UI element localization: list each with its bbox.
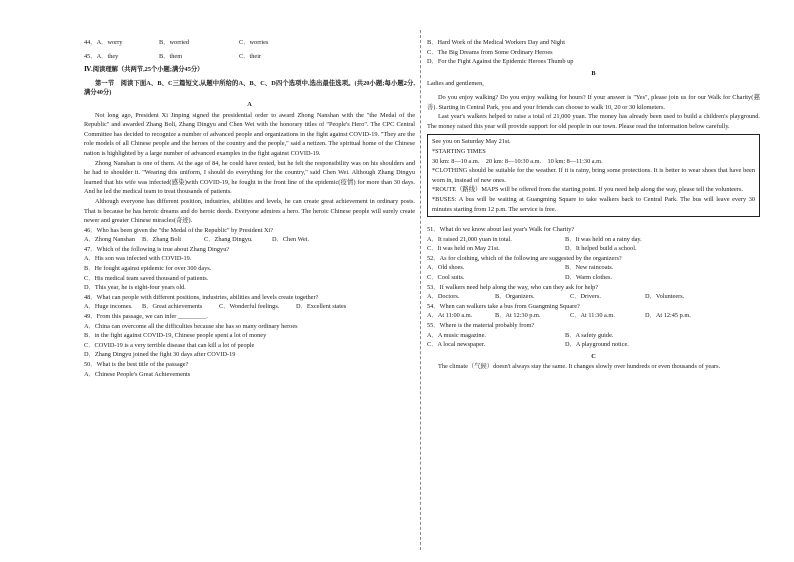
option-a[interactable]: 44．A．worry: [84, 39, 123, 46]
starting-times-title: *STARTING TIMES: [432, 147, 486, 155]
passage-b-paragraph: Last year's walkers helped to raise a total of 21,000 yuan. The money has already been used to build a children's playground. The money raised this year will provide support for old people in our town. Please read the information below carefully.: [427, 113, 760, 130]
left-column: [84, 38, 415, 379]
option-b[interactable]: B．in the fight against COVID-19, Chinese people spent a lot of money: [84, 332, 267, 340]
question-45: [84, 52, 415, 62]
question-48-options: [84, 302, 415, 312]
option-b[interactable]: B．At 12:30 p.m.: [495, 312, 541, 320]
option-b[interactable]: B．Great achievements: [142, 303, 203, 311]
passage-a-paragraph: Although everyone has different position, industries, abilities and levels, he can create great achievement in ordinary posts. That is because he has heroic dreams and do heroic deeds. Everyone admires a hero. The heroic Chinese people will surely create newer and greater Chinese miracles(奇迹).: [84, 197, 415, 225]
option-a[interactable]: A．A music magazine.: [427, 331, 486, 339]
option-d[interactable]: D．This year, he is eight-four years old.: [84, 284, 186, 292]
option-a[interactable]: A．Huge incomes.: [84, 303, 133, 311]
option-c[interactable]: C．Cool suits.: [427, 274, 465, 282]
option-c[interactable]: C．worries: [239, 39, 269, 46]
passage-c-letter: C: [591, 352, 596, 360]
option-a[interactable]: A．Old shoes.: [427, 264, 465, 272]
option-d[interactable]: D．Zhang Dingyu joined the fight 30 days after COVID-19: [84, 351, 236, 359]
option-b[interactable]: B．He fought against epidemic for over 300 days.: [84, 265, 212, 273]
right-column: [427, 38, 760, 372]
option-b[interactable]: B．worried: [159, 39, 190, 46]
question-44: [84, 38, 415, 48]
question-46-options: [84, 235, 415, 245]
option-d[interactable]: D．Chen Wei.: [272, 236, 310, 244]
question-55-stem: 55．Where is the material probably from?: [427, 322, 535, 330]
clothing-info: *CLOTHING should be suitable for the weather. If it is rainy, bring some protections. It is better to wear shoes that have been worn in, instead of new ones.: [432, 167, 755, 184]
option-d[interactable]: D．A playground notice.: [565, 341, 629, 349]
bus-info: *BUSES: A bus will be waiting at Guangming Square to take walkers back to Central Park. The bus will leave every 30 minutes starting from 12 p.m. The service is free.: [432, 195, 755, 213]
option-c[interactable]: C．their: [239, 52, 262, 60]
option-d[interactable]: D．It helped build a school.: [565, 245, 637, 253]
event-info-box: [427, 134, 760, 217]
option-d[interactable]: D．Excellent states: [296, 303, 347, 311]
event-date: See you on Saturday May 21st.: [432, 138, 511, 146]
column-divider: [420, 30, 421, 550]
option-d[interactable]: D．Warm clothes.: [565, 274, 613, 282]
option-a[interactable]: A．It raised 21,000 yuan in total.: [427, 235, 512, 243]
question-54-options: [427, 311, 760, 321]
passage-b-greeting: Ladies and gentlemen,: [427, 80, 484, 88]
question-53-stem: 53．If walkers need help along the way, who can they ask for help?: [427, 283, 599, 291]
question-51-stem: 51．What do we know about last year's Walk for Charity?: [427, 226, 575, 234]
option-b[interactable]: B．Hard Work of the Medical Workers Day and Night: [427, 39, 565, 46]
option-b[interactable]: B．them: [159, 52, 183, 60]
passage-a-paragraph: Zhong Nanshan is one of them. At the age of 84, he could have rested, but he felt the responsibility was on his shoulders and he had to shoulder it. "Wearing this uniform, I should do everything for the country," said Chen Wei. Although Zhang Dingyu learned that his wife was infected(感染)with COVID-19, he fought in the front line of the epidemic(疫情) for more than 30 days. And he led the medical team to treat thousands of patients.: [84, 159, 415, 196]
question-54-stem: 54．When can walkers take a bus from Guangming Square?: [427, 302, 580, 310]
question-55-options-ab: [427, 331, 760, 341]
option-c[interactable]: C．Drivers.: [570, 293, 601, 301]
question-52-options-ab: [427, 263, 760, 273]
question-51-options-cd: [427, 244, 760, 254]
starting-times: 30 km: 8—10 a.m. 20 km: 8—10:30 a.m. 10 km: 8—11:30 a.m.: [432, 157, 603, 165]
passage-b-paragraph: Do you enjoy walking? Do you enjoy walking for hours? If your answer is "Yes", please join us for our Walk for Charity(慈善). Starting in Central Park, you and your friends can choose to walk 10, 20 or 30 kilometers.: [427, 93, 760, 111]
question-48-stem: 48．What can people with different positions, industries, abilities and levels create together?: [84, 293, 319, 301]
passage-a-paragraph: Not long ago, President Xi Jinping signed the presidential order to award Zhong Nanshan with the "the Medal of the Republic" and awarded Zhang Boli, Zhang Dingyu and Chen Wei with the honorary titles of "People's Hero". The CPC Central Committee has decided to recognize a number of advanced people and organizations in the fight against COVID-19. "They are the role models of all Chinese people and the heroes of the country and the people," said a netizen. The spiritual home of the Chinese nation is highlighted by a large number of advanced examples in the fight against COVID-19.: [84, 111, 415, 157]
option-b[interactable]: B．It was held on a rainy day.: [565, 235, 642, 243]
option-a[interactable]: 45．A．they: [84, 52, 119, 60]
option-b[interactable]: B．New raincoats.: [565, 264, 614, 272]
part-instructions: 第一节 阅读下面A、B、C三篇短文,从题中所给的A、B、C、D四个选项中,选出最佳选项。(共20小题;每小题2分,满分40分): [84, 79, 415, 97]
question-53-options: [427, 292, 760, 302]
option-b[interactable]: B．A safety guide.: [565, 331, 614, 339]
question-55-options-cd: [427, 340, 760, 350]
question-50-stem: 50．What is the best title of the passage?: [84, 361, 189, 368]
question-51-options-ab: [427, 235, 760, 245]
option-c[interactable]: C．COVID-19 is a very terrible disease that can kill a lot of people: [84, 341, 255, 349]
option-c[interactable]: C．Zhang Dingyu.: [204, 236, 253, 244]
option-a[interactable]: A．Doctors.: [427, 293, 460, 301]
question-52-options-cd: [427, 273, 760, 283]
option-d[interactable]: D．Volunteers.: [645, 293, 685, 301]
option-a[interactable]: A．His son was infected with COVID-19.: [84, 255, 192, 263]
option-d[interactable]: D．At 12:45 p.m.: [645, 312, 691, 320]
option-c[interactable]: C．A local newspaper.: [427, 341, 486, 349]
option-a[interactable]: A．At 11:00 a.m.: [427, 312, 473, 320]
route-info: *ROUTE（路线）MAPS will be offered from the starting point. If you need help along the way, please tell the volunteers.: [432, 186, 743, 194]
option-a[interactable]: A．Chinese People's Great Achievements: [84, 370, 191, 378]
option-d[interactable]: D．For the Fight Against the Epidemic Heroes Thumb up: [427, 58, 574, 66]
question-52-stem: 52．As for clothing, which of the following are suggested by the organizers?: [427, 254, 622, 262]
question-46-stem: 46．Who has been given the "the Medal of the Republic" by President Xi?: [84, 226, 274, 234]
option-a[interactable]: A．Zhong Nanshan: [84, 236, 135, 244]
option-c[interactable]: C．The Big Dreams from Some Ordinary Heroes: [427, 48, 553, 56]
question-47-stem: 47．Which of the following is true about Zhang Dingyu?: [84, 245, 230, 253]
option-a[interactable]: A．China can overcome all the difficulties because she has so many ordinary heroes: [84, 322, 298, 330]
passage-c-first-line: The climate（气候）doesn't always stay the same. It changes slowly over hundreds or even thousands of years.: [438, 363, 721, 371]
option-b[interactable]: B．Zhang Boli: [142, 236, 182, 244]
passage-b-letter: B: [591, 69, 596, 77]
option-c[interactable]: C．Wonderful feelings.: [219, 303, 280, 311]
section-heading: Ⅳ.阅读理解（共两节,25个小题;满分45分）: [84, 66, 204, 74]
passage-a-letter: A: [247, 100, 252, 108]
option-c[interactable]: C．At 11:30 a.m.: [570, 312, 615, 320]
option-c[interactable]: C．It was held on May 21st.: [427, 245, 500, 253]
option-c[interactable]: C．His medical team saved thousand of patients.: [84, 274, 209, 282]
option-b[interactable]: B．Organizers.: [495, 293, 535, 301]
question-49-stem: 49．From this passage, we can infer _________.: [84, 313, 208, 321]
